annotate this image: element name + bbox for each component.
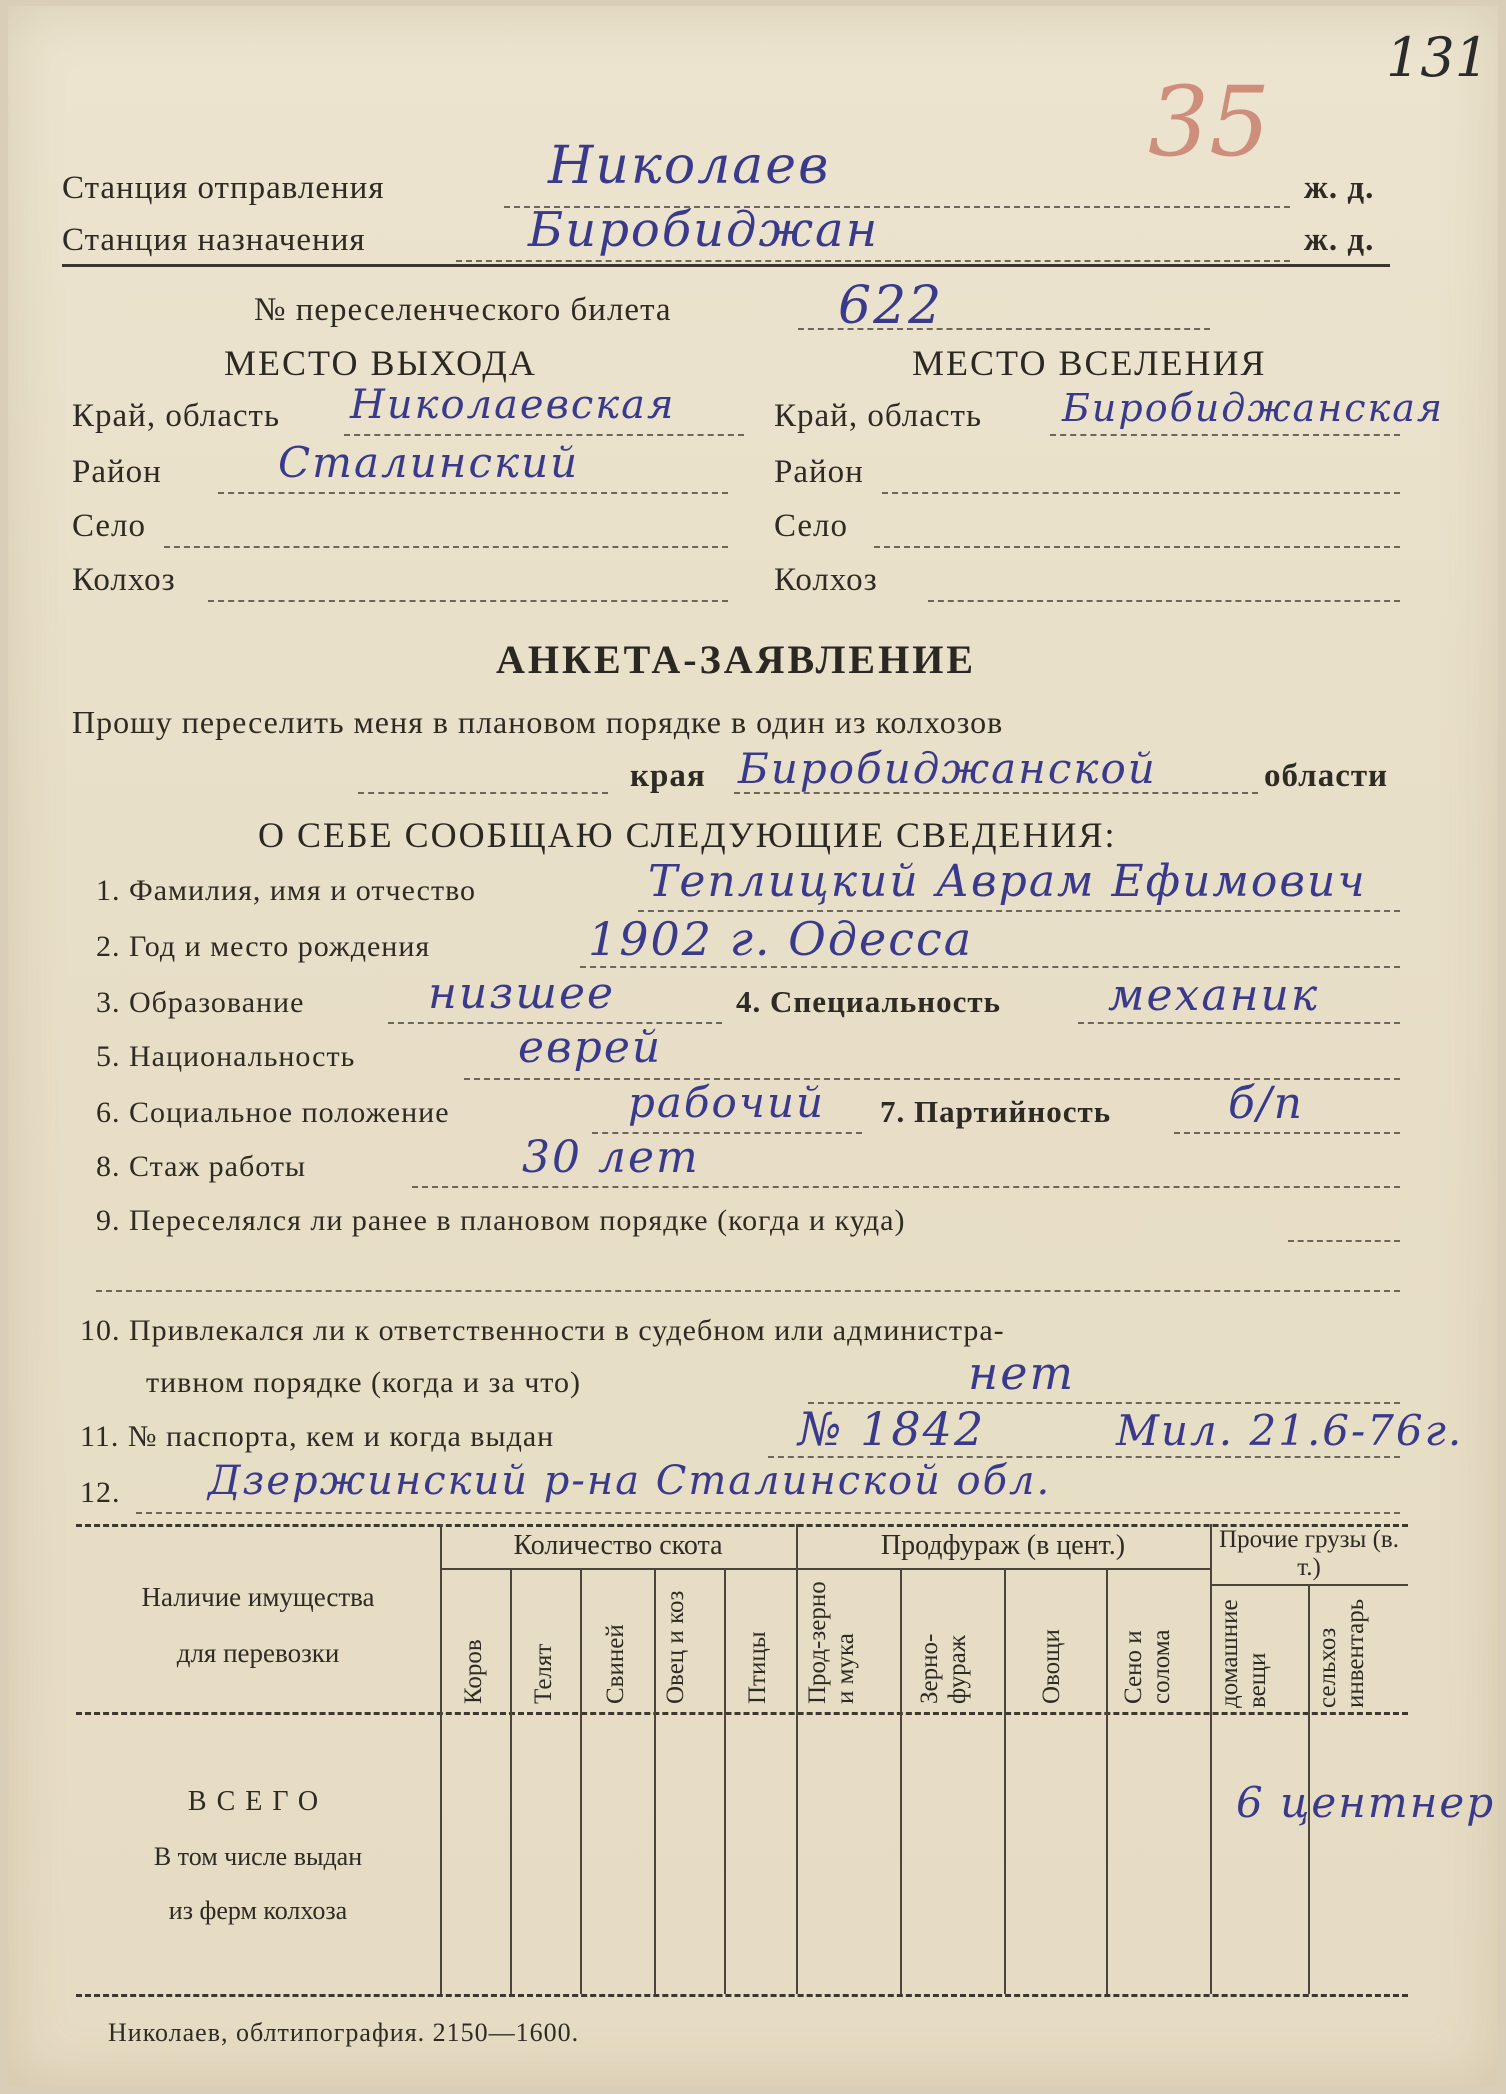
field10-label-line1: 10. Привлекался ли к ответственности в судебном или администра- <box>80 1314 1005 1347</box>
sheet-number: 131 <box>1386 26 1490 89</box>
col-household: домашние вещи <box>1216 1599 1271 1708</box>
field11-label: 11. № паспорта, кем и когда выдан <box>80 1420 555 1453</box>
field4-label: 4. Специальность <box>736 984 1002 1019</box>
field2-value: 1902 г. Одесса <box>588 912 974 966</box>
field9-label: 9. Переселялся ли ранее в плановом порядке (когда и куда) <box>96 1204 906 1237</box>
origin-district-value: Сталинский <box>278 438 580 487</box>
destination-region-label: Край, область <box>774 398 983 434</box>
issued-line1: В том числе выдан <box>153 1842 363 1871</box>
col-birds: Птицы <box>744 1631 771 1704</box>
destination-value: Биробиджан <box>528 202 880 258</box>
departure-rail-suffix: ж. д. <box>1304 170 1375 206</box>
origin-kolkhoz-label: Колхоз <box>72 562 176 598</box>
field7-value: б/п <box>1228 1078 1305 1129</box>
col-inventory: сельхоз инвентарь <box>1314 1598 1369 1708</box>
field3-value: низшее <box>428 968 616 1019</box>
row-header-line2: для перевозки <box>176 1638 340 1668</box>
group-livestock: Количество скота <box>513 1530 723 1561</box>
col-veg: Овощи <box>1038 1629 1065 1704</box>
col-grain: Прод-зерно и мука <box>804 1581 859 1704</box>
total-label: ВСЕГО <box>187 1786 329 1817</box>
field5-label: 5. Национальность <box>96 1040 356 1073</box>
oblast-value: Биробиджанской <box>738 744 1157 793</box>
field12-label: 12. <box>80 1476 121 1509</box>
destination-village-label: Село <box>774 508 849 544</box>
field10-value: нет <box>968 1346 1076 1400</box>
field1-value: Теплицкий Аврам Ефимович <box>648 856 1367 907</box>
group-other: Прочие грузы (в. т.) <box>1219 1526 1399 1581</box>
field3-label: 3. Образование <box>96 986 305 1019</box>
field11-value: № 1842 <box>798 1402 986 1456</box>
request-line1: Прошу переселить меня в плановом порядке в один из колхозов <box>72 704 1004 740</box>
issued-line2: из ферм колхоза <box>168 1896 348 1925</box>
field1-label: 1. Фамилия, имя и отчество <box>96 874 477 907</box>
field8-label: 8. Стаж работы <box>96 1150 307 1183</box>
destination-kolkhoz-label: Колхоз <box>774 562 878 598</box>
origin-district-label: Район <box>72 454 162 490</box>
destination-district-label: Район <box>774 454 864 490</box>
departure-value: Николаев <box>548 136 831 196</box>
departure-label: Станция отправления <box>62 170 385 206</box>
col-fodder: Зерно-фураж <box>916 1633 971 1704</box>
col-hay: Сено и солома <box>1120 1629 1175 1704</box>
field5-value: еврей <box>518 1022 663 1073</box>
field4-value: механик <box>1108 970 1320 1021</box>
field12-value: Дзержинский р-на Сталинской обл. <box>208 1458 1052 1504</box>
destination-heading: МЕСТО ВСЕЛЕНИЯ <box>912 343 1267 383</box>
questionnaire-sheet <box>8 6 1498 2086</box>
field6-value: рабочий <box>628 1078 826 1127</box>
origin-village-label: Село <box>72 508 147 544</box>
col-cows: Коров <box>460 1639 487 1704</box>
field6-label: 6. Социальное положение <box>96 1096 450 1129</box>
krai-label: края <box>630 758 706 794</box>
origin-heading: МЕСТО ВЫХОДА <box>224 343 537 383</box>
origin-region-label: Край, область <box>72 398 281 434</box>
destination-label: Станция назначения <box>62 222 366 258</box>
row-header-line1: Наличие имущества <box>141 1582 375 1612</box>
group-fodder: Продфураж (в цент.) <box>880 1530 1126 1561</box>
col-calves: Телят <box>530 1643 557 1704</box>
field11-value2: Мил. 21.6-76г. <box>1116 1406 1464 1455</box>
col-pigs: Свиней <box>602 1624 629 1704</box>
ticket-label: № переселенческого билета <box>254 292 672 328</box>
oblast-label: области <box>1264 758 1389 794</box>
destination-rail-suffix: ж. д. <box>1304 222 1375 258</box>
field2-label: 2. Год и место рождения <box>96 930 431 963</box>
property-table <box>76 1524 1496 1994</box>
field8-value: 30 лет <box>522 1132 700 1183</box>
ticket-value: 622 <box>838 276 944 336</box>
field10-label-line2: тивном порядке (когда и за что) <box>146 1366 582 1399</box>
destination-region-value: Биробиджанская <box>1062 386 1445 430</box>
form-title: АНКЕТА-ЗАЯВЛЕНИЕ <box>496 637 977 682</box>
info-heading: О СЕБЕ СООБЩАЮ СЛЕДУЮЩИЕ СВЕДЕНИЯ: <box>258 815 1117 855</box>
origin-region-value: Николаевская <box>350 382 676 428</box>
col-sheep: Овец и коз <box>662 1590 689 1704</box>
household-total: 6 центнер <box>1236 1778 1496 1827</box>
field7-label: 7. Партийность <box>880 1094 1112 1129</box>
pencil-number: 35 <box>1148 66 1271 178</box>
footer-imprint: Николаев, облтипография. 2150—1600. <box>108 2018 580 2047</box>
